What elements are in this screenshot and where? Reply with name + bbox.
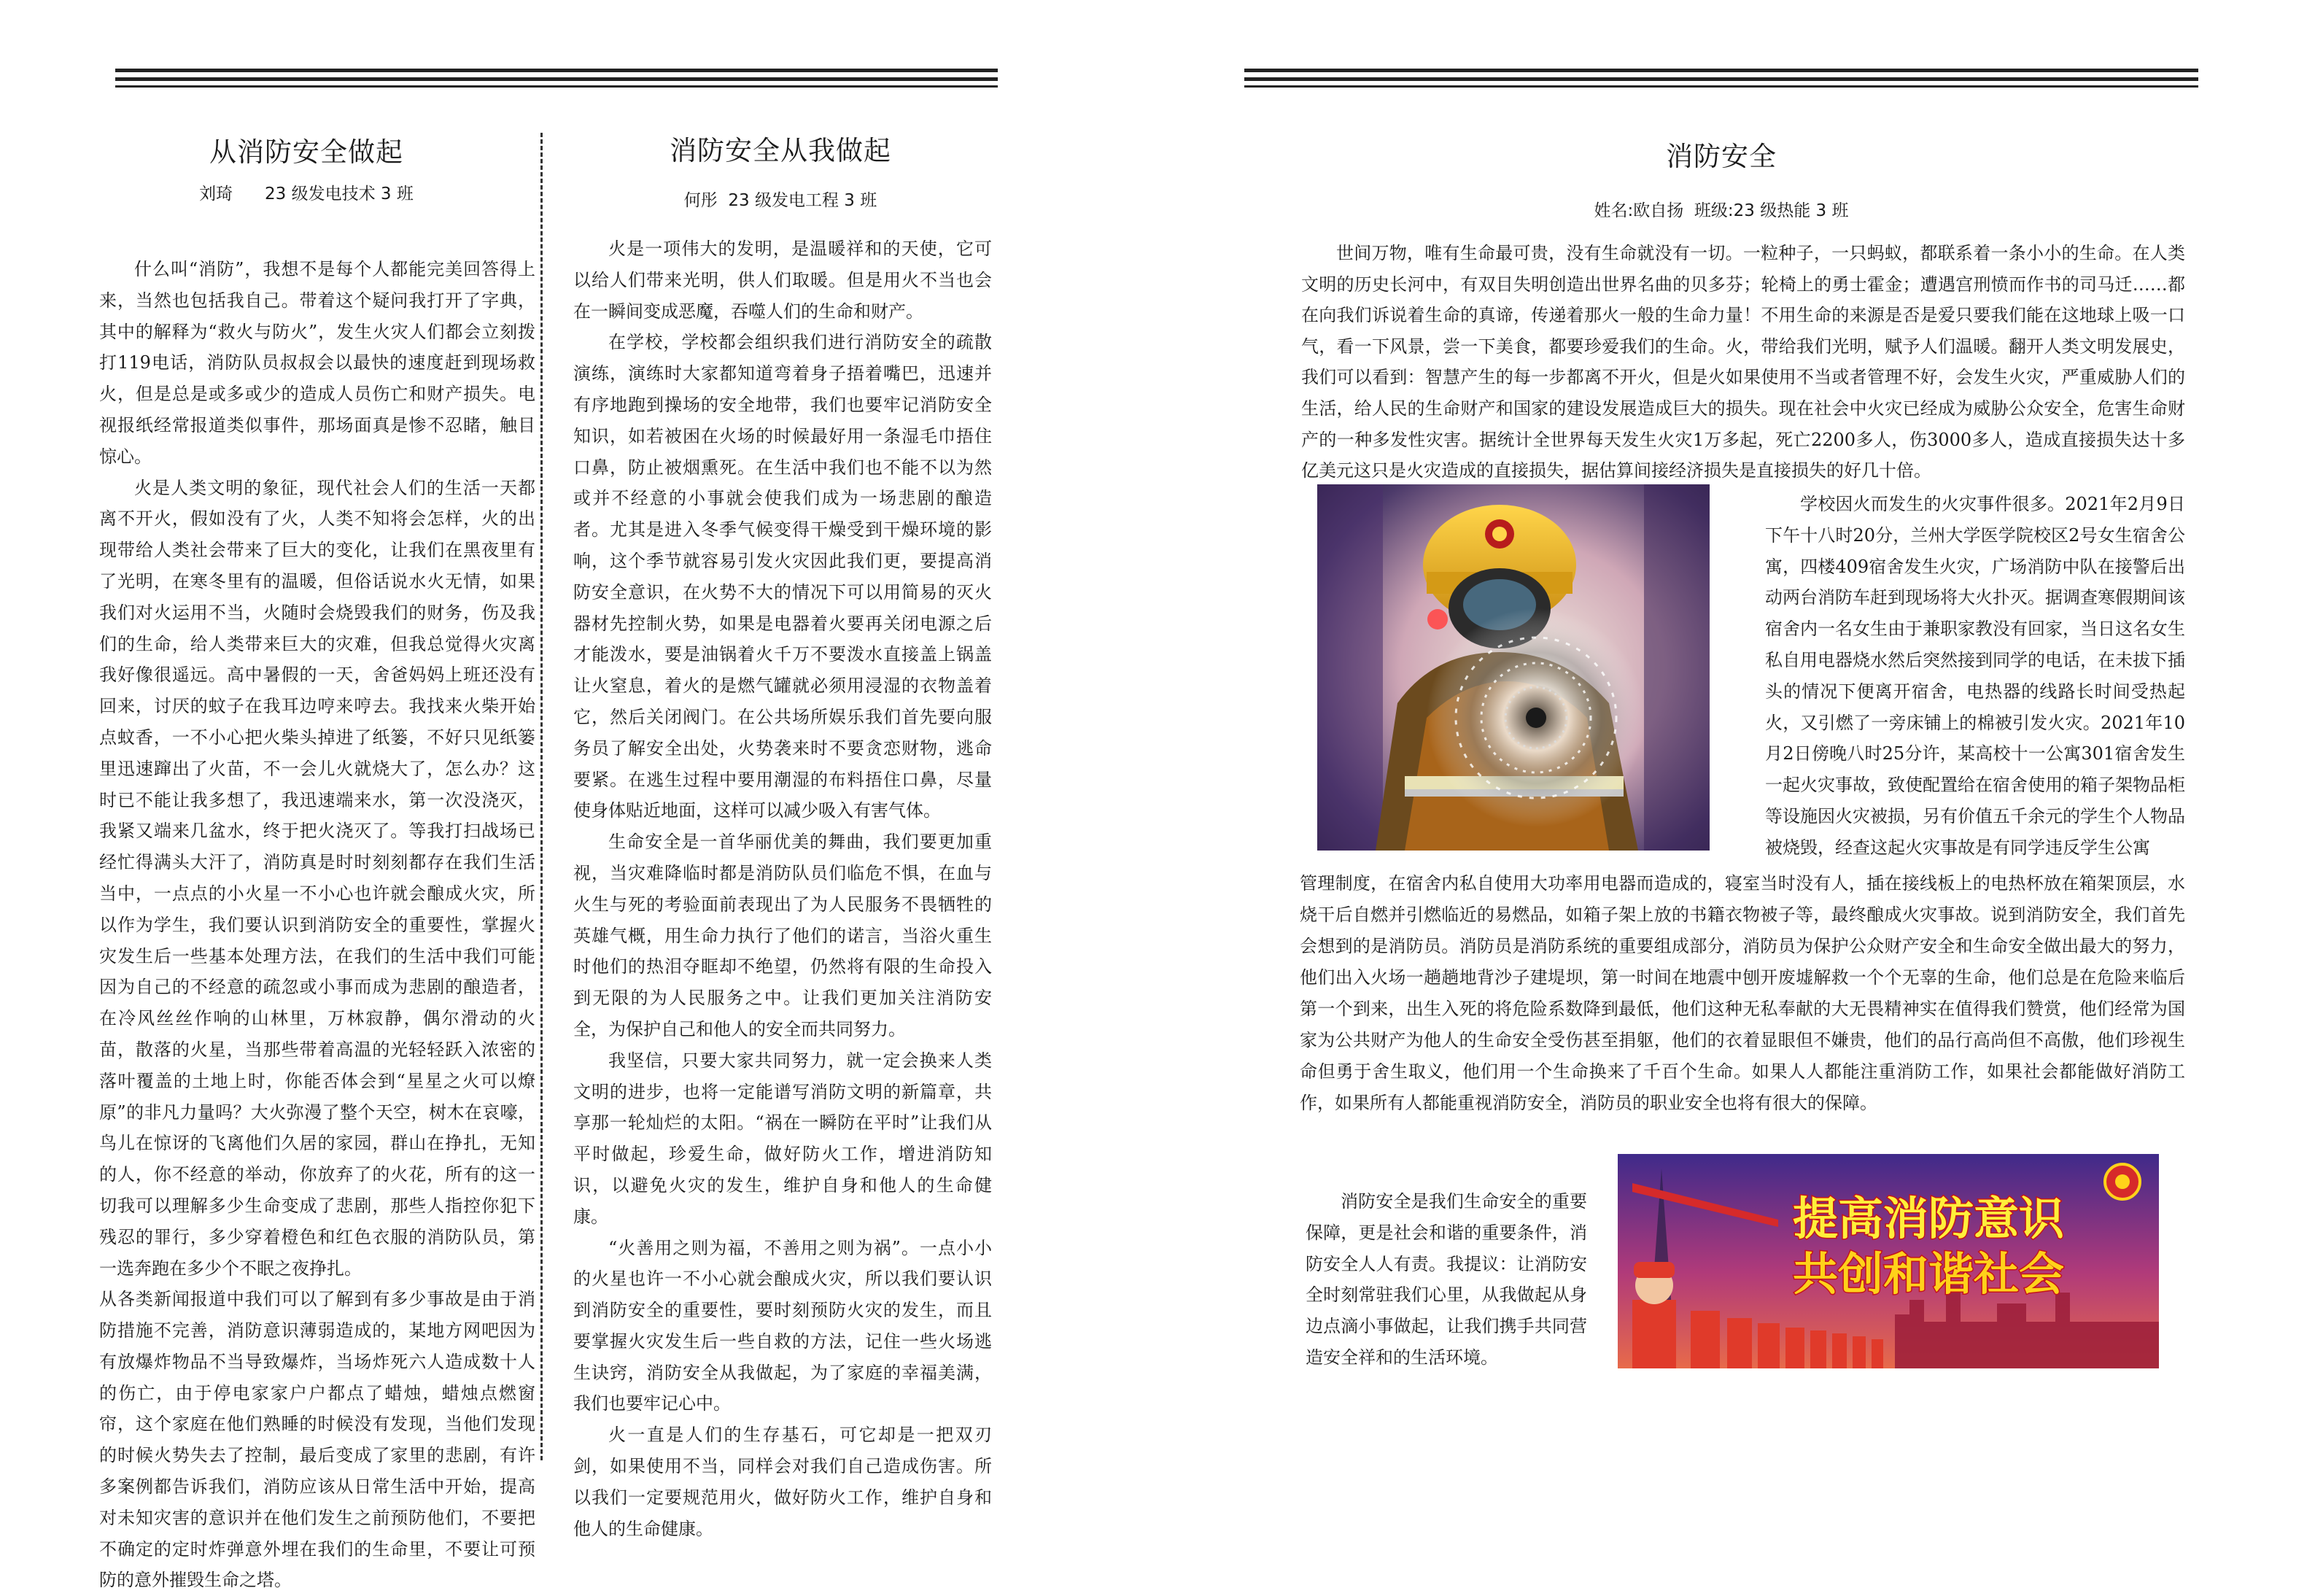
col1-title: 从消防安全做起	[209, 136, 403, 168]
col1-paragraph-2: 火是人类文明的象征，现代社会人们的生活一天都离不开火，假如没有了火，人类不知将会怎样，火的出现带给人类社会带来了巨大的变化，让我们在黑夜里有了光明，在寒冬里有的温暖，但俗话说水火无情，如果我们对火运用不当，火随时会烧毁我们的财务，伤及我们的生命，给人类带来巨大的灾难，但我总觉得火灾离我好像很遥远。高中暑假的一天，舍爸妈妈上班还没有回来，讨厌的蚊子在我耳边哼来哼去。我找来火柴开始点蚊香，一不小心把火柴头掉进了纸篓，不好只见纸篓里迅速蹿出了火苗，不一会儿火就烧大了，怎么办？这时已不能让我多想了，我迅速端来水，第一次没浇灭，我紧又端来几盆水，终于把火浇灭了。等我打扫战场已经忙得满头大汗了，消防真是时时刻刻都存在我们生活当中，一点点的小火星一不小心也许就会酿成火灾，所以作为学生，我们要认识到消防安全的重要性，掌握火灾发生后一些基本处理方法，在我们的生活中我们可能因为自己的不经意的疏忽或小事而成为悲剧的酿造者，在冷风丝丝作响的山林里，万林寂静，偶尔滑动的火苗，散落的火星，当那些带着高温的光轻轻跃入浓密的落叶覆盖的土地上时，你能否体会到“星星之火可以燎原”的非凡力量吗？大火弥漫了整个天空，树木在哀嚎，鸟儿在惊讶的飞离他们久居的家园，群山在挣扎，无知的人，你不经意的举动，你放弃了的火花，所有的这一切我可以理解多少生命变成了悲剧，那些人指控你犯下残忍的罪行，多少穿着橙色和红色衣服的消防队员，第一选奔跑在多少个不眠之夜挣扎。	[99, 477, 535, 1279]
banner-line-2: 共创和谐社会	[1793, 1247, 2065, 1301]
fire-emblem-icon	[2105, 1164, 2140, 1199]
col2-byline: 何彤 23 级发电工程 3 班	[683, 191, 877, 210]
right-title: 消防安全	[1666, 141, 1777, 172]
col2-paragraph-3: 生命安全是一首华丽优美的舞曲，我们要更加重视，当灾难降临时都是消防队员们临危不惧，在血与火生与死的考验面前表现出了为人民服务不畏牺牲的英雄气概，用生命力执行了他们的诺言，当浴火重生时他们的热泪夺眶却不绝望，仍然将有限的生命投入到无限的为人民服务之中。让我们更加关注消防安全，为保护自己和他人的安全而共同努力。	[573, 832, 992, 1039]
right-closing-paragraph: 消防安全是我们生命安全的重要保障，更是社会和谐的重要条件，消防安全人人有责。我提议：让消防安全时刻常驻我们心里，从我做起从身边点滴小事做起，让我们携手共同营造安全祥和的生活环境。	[1306, 1191, 1587, 1368]
col2-paragraph-1: 火是一项伟大的发明，是温暖祥和的天使，它可以给人们带来光明，供人们取暖。但是用火不当也会在一瞬间变成恶魔，吞噬人们的生命和财产。	[573, 239, 992, 322]
col2-paragraph-6: 火一直是人们的生存基石，可它却是一把双刃剑，如果使用不当，同样会对我们自己造成伤害。所以我们一定要规范用火，做好防火工作，维护自身和他人的生命健康。	[573, 1425, 992, 1539]
fire-safety-banner	[1618, 1154, 2159, 1368]
right-continued-paragraph: 管理制度，在宿舍内私自使用大功率用电器而造成的，寝室当时没有人，插在接线板上的电热杯放在箱架顶层，水烧干后自燃并引燃临近的易燃品，如箱子架上放的书籍衣物被子等，最终酿成火灾事故。说到消防安全，我们首先会想到的是消防员。消防员是消防系统的重要组成部分，消防员为保护公众财产安全和生命安全做出最大的努力，他们出入火场一趟趟地背沙子建堤坝，第一时间在地震中刨开废墟解救一个个无辜的生命，他们总是在危险来临后第一个到来，出生入死的将危险系数降到最低，他们这种无私奉献的大无畏精神实在值得我们赞赏，他们经常为国家为公共财产为他人的生命安全受伤甚至捐躯，他们的衣着显眼但不嫌贵，他们的品行高尚但不高傲，他们珍视生命但勇于舍生取义，他们用一个生命换来了千百个生命。如果人人都能注重消防工作，如果社会都能做好消防工作，如果所有人都能重视消防安全，消防员的职业安全也将有很大的保障。	[1300, 873, 2185, 1113]
col2-title: 消防安全从我做起	[670, 135, 891, 166]
col1-paragraph-3: 从各类新闻报道中我们可以了解到有多少事故是由于消防措施不完善，消防意识薄弱造成的，某地方网吧因为有放爆炸物品不当导致爆炸，当场炸死六人造成数十人的伤亡，由于停电家家户户都点了蜡烛，蜡烛点燃窗帘，这个家庭在他们熟睡的时候没有发现，当他们发现的时候火势失去了控制，最后变成了家里的悲剧，有许多案例都告诉我们，消防应该从日常生活中开始，提高对未知灾害的意识并在他们发生之前预防他们，不要把不确定的定时炸弹意外埋在我们的生命里，不要让可预防的意外摧毁生命之塔。	[99, 1289, 535, 1591]
right-side-paragraph: 学校因火而发生的火灾事件很多。2021年2月9日下午十八时20分，兰州大学医学院校区2号女生宿舍公寓，四楼409宿舍发生火灾，广场消防中队在接警后出动两台消防车赶到现场将大火扑灭。据调查寒假期间该宿舍内一名女生由于兼职家教没有回家，当日这名女生私自用电器烧水然后突然接到同学的电话，在未拔下插头的情况下便离开宿舍，电热器的线路长时间受热起火，又引燃了一旁床铺上的棉被引发火灾。2021年10月2日傍晚八时25分许，某高校十一公寓301宿舍发生一起火灾事故，致使配置给在宿舍使用的箱子架物品柜等设施因火灾被损，另有价值五千余元的学生个人物品被烧毁，经查这起火灾事故是有同学违反学生公寓	[1765, 494, 2185, 858]
col1-body	[99, 254, 535, 1596]
right-side-text	[1765, 489, 2185, 864]
right-closing	[1306, 1186, 1587, 1374]
col2-body	[573, 233, 992, 1544]
firefighter-photo	[1317, 484, 1710, 851]
col2-paragraph-2: 在学校，学校都会组织我们进行消防安全的疏散演练，演练时大家都知道弯着身子捂着嘴巴，迅速并有序地跑到操场的安全地带，我们也要牢记消防安全知识，如若被困在火场的时候最好用一条湿毛巾捂住口鼻，防止被烟熏死。在生活中我们也不能不以为然或并不经意的小事就会使我们成为一场悲剧的酿造者。尤其是进入冬季气候变得干燥受到干燥环境的影响，这个季节就容易引发火灾因此我们更，要提高消防安全意识，在火势不大的情况下可以用简易的灭火器材先控制火势，如果是电器着火要再关闭电源之后才能泼水，要是油锅着火千万不要泼水直接盖上锅盖让火窒息，着火的是燃气罐就必须用浸湿的衣物盖着它，然后关闭阀门。在公共场所娱乐我们首先要向服务员了解安全出处，火势袭来时不要贪恋财物，逃命要紧。在逃生过程中要用潮湿的布料捂住口鼻，尽量使身体贴近地面，这样可以减少吸入有害气体。	[573, 332, 992, 821]
col1-byline: 刘琦 23 级发电技术 3 班	[199, 185, 414, 204]
banner-line-1: 提高消防意识	[1793, 1192, 2065, 1245]
col1-paragraph-1: 什么叫“消防”，我想不是每个人都能完美回答得上来，当然也包括我自己。带着这个疑问我打开了字典，其中的解释为“救火与防火”，发生火灾人们都会立刻拨打119电话，消防队员叔叔会以最快的速度赶到现场救火，但是总是或多或少的造成人员伤亡和财产损失。电视报纸经常报道类似事件，那场面真是惨不忍睹，触目惊心。	[99, 259, 535, 467]
col2-paragraph-4: 我坚信，只要大家共同努力，就一定会换来人类文明的进步，也将一定能谱写消防文明的新篇章，共享那一轮灿烂的太阳。“祸在一瞬防在平时”让我们从平时做起，珍爱生命，做好防火工作，增进消防知识，以避免火灾的发生，维护自身和他人的生命健康。	[573, 1050, 992, 1227]
right-continued	[1300, 868, 2185, 1119]
right-intro-paragraph: 世间万物，唯有生命最可贵，没有生命就没有一切。一粒种子，一只蚂蚁，都联系着一条小小的生命。在人类文明的历史长河中，有双目失明创造出世界名曲的贝多芬；轮椅上的勇士霍金；遭遇宫刑愤而作书的司马迁……都在向我们诉说着生命的真谛，传递着那火一般的生命力量！不用生命的来源是否是爱只要我们能在这地球上吸一口气，看一下风景，尝一下美食，都要珍爱我们的生命。火，带给我们光明，赋予人们温暖。翻开人类文明发展史，我们可以看到：智慧产生的每一步都离不开火，但是火如果使用不当或者管理不好，会发生火灾，严重威胁人们的生活，给人民的生命财产和国家的建设发展造成巨大的损失。现在社会中火灾已经成为威胁公众安全，危害生命财产的一种多发性灾害。据统计全世界每天发生火灾1万多起，死亡2200多人，伤3000多人，造成直接损失达十多亿美元这只是火灾造成的直接损失，据估算间接经济损失是直接损失的好几十倍。	[1301, 243, 2185, 481]
column-divider	[540, 133, 543, 1460]
right-byline: 姓名:欧自扬 班级:23 级热能 3 班	[1594, 201, 1849, 220]
col2-paragraph-5: “火善用之则为福，不善用之则为祸”。一点小小的火星也许一不小心就会酿成火灾，所以我们要认识到消防安全的重要性，要时刻预防火灾的发生，而且要掌握火灾发生后一些自救的方法，记住一些火场逃生诀窍，消防安全从我做起，为了家庭的幸福美满，我们也要牢记心中。	[573, 1237, 992, 1414]
right-intro	[1301, 238, 2185, 487]
